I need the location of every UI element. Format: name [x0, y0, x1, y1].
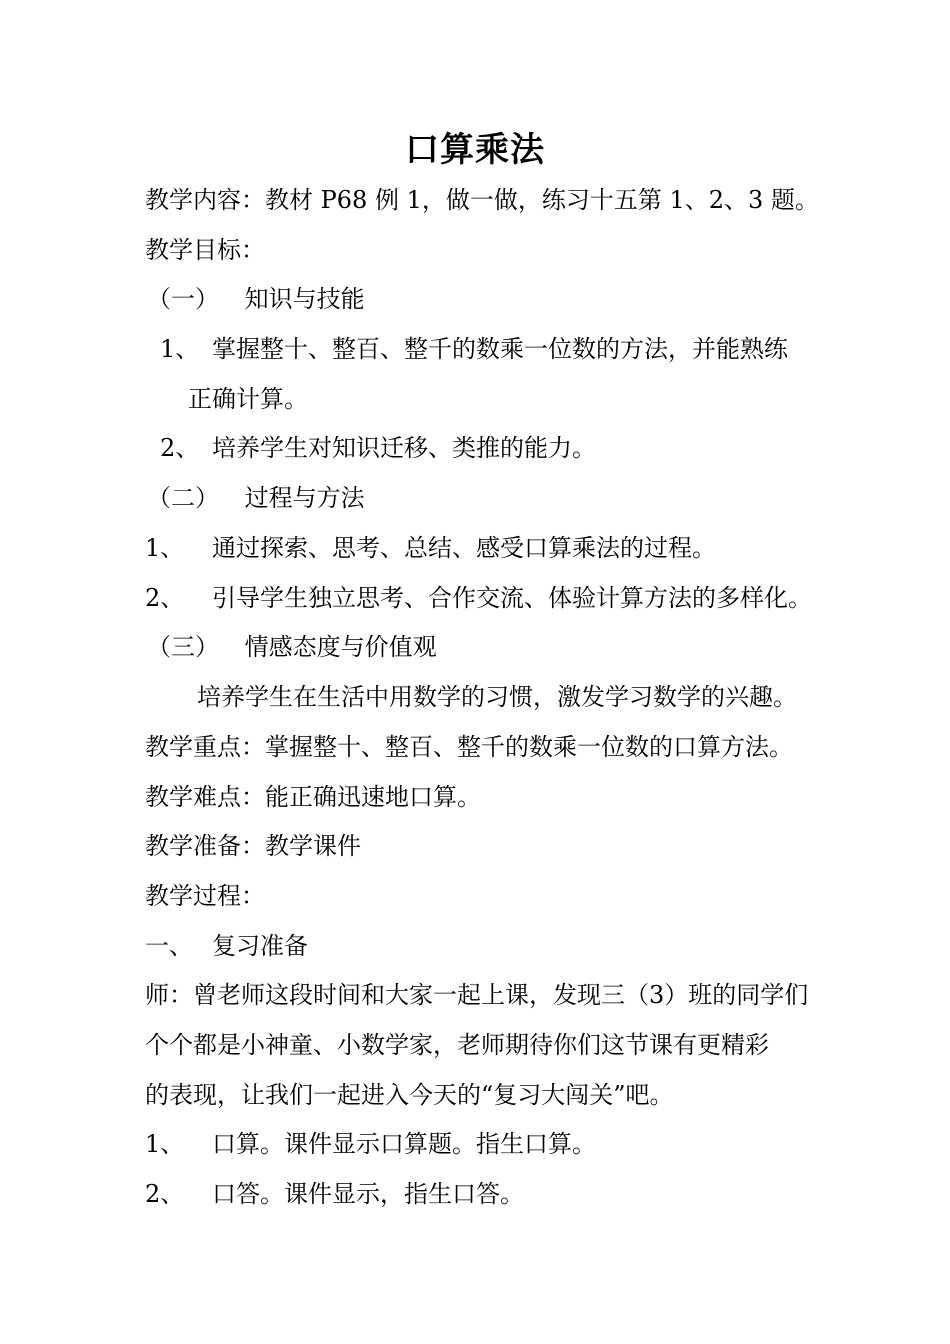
item-text: 口算。课件显示口算题。指生口算。	[212, 1130, 596, 1158]
objectives-heading: 教学目标：	[145, 236, 265, 264]
teaching-content: 教学内容：教材 P68 例 1，做一做，练习十五第 1、2、3 题。	[145, 186, 819, 214]
section-1-item-1-continued: 正确计算。	[188, 385, 308, 413]
section-2-item-1	[145, 528, 716, 568]
item-number: 2、	[160, 434, 200, 462]
item-number: 1、	[160, 335, 200, 363]
step-1-heading	[145, 926, 308, 966]
item-text: 引导学生独立思考、合作交流、体验计算方法的多样化。	[212, 584, 812, 612]
section-3-label: 情感态度与价值观	[244, 633, 437, 661]
review-item-1	[145, 1124, 596, 1164]
section-2-item-2	[145, 578, 812, 618]
section-1-item-1	[160, 329, 788, 369]
item-number: 2、	[145, 1180, 185, 1208]
item-text: 通过探索、思考、总结、感受口算乘法的过程。	[212, 534, 716, 562]
teacher-talk-line-2: 个个都是小神童、小数学家，老师期待你们这节课有更精彩	[145, 1031, 769, 1059]
item-text: 口答。课件显示，指生口答。	[212, 1180, 524, 1208]
teacher-talk-line-3: 的表现，让我们一起进入今天的“复习大闯关”吧。	[145, 1081, 674, 1109]
teacher-talk-line-1: 师：曾老师这段时间和大家一起上课，发现三（3）班的同学们	[145, 981, 809, 1009]
section-1-label: 知识与技能	[244, 285, 365, 313]
step-number: 一、	[145, 932, 193, 960]
section-3-text: 培养学生在生活中用数学的习惯，激发学习数学的兴趣。	[197, 683, 797, 711]
item-number: 1、	[145, 1130, 185, 1158]
section-2-heading	[147, 478, 365, 518]
item-text: 培养学生对知识迁移、类推的能力。	[212, 434, 596, 462]
section-1-item-2	[160, 428, 596, 468]
key-point: 教学重点：掌握整十、整百、整千的数乘一位数的口算方法。	[145, 733, 793, 761]
section-1-heading	[147, 279, 365, 319]
item-number: 1、	[145, 534, 185, 562]
difficulty: 教学难点：能正确迅速地口算。	[145, 783, 481, 811]
process-heading: 教学过程：	[145, 882, 265, 910]
item-text: 掌握整十、整百、整千的数乘一位数的方法，并能熟练	[212, 335, 788, 363]
section-1-marker: （一）	[147, 285, 219, 313]
review-item-2	[145, 1174, 524, 1214]
preparation: 教学准备：教学课件	[145, 832, 361, 860]
item-number: 2、	[145, 584, 185, 612]
section-3-marker: （三）	[147, 633, 219, 661]
section-2-marker: （二）	[147, 484, 219, 512]
section-3-heading	[147, 627, 437, 667]
page-title: 口算乘法	[405, 130, 545, 170]
section-2-label: 过程与方法	[244, 484, 365, 512]
step-label: 复习准备	[212, 932, 308, 960]
